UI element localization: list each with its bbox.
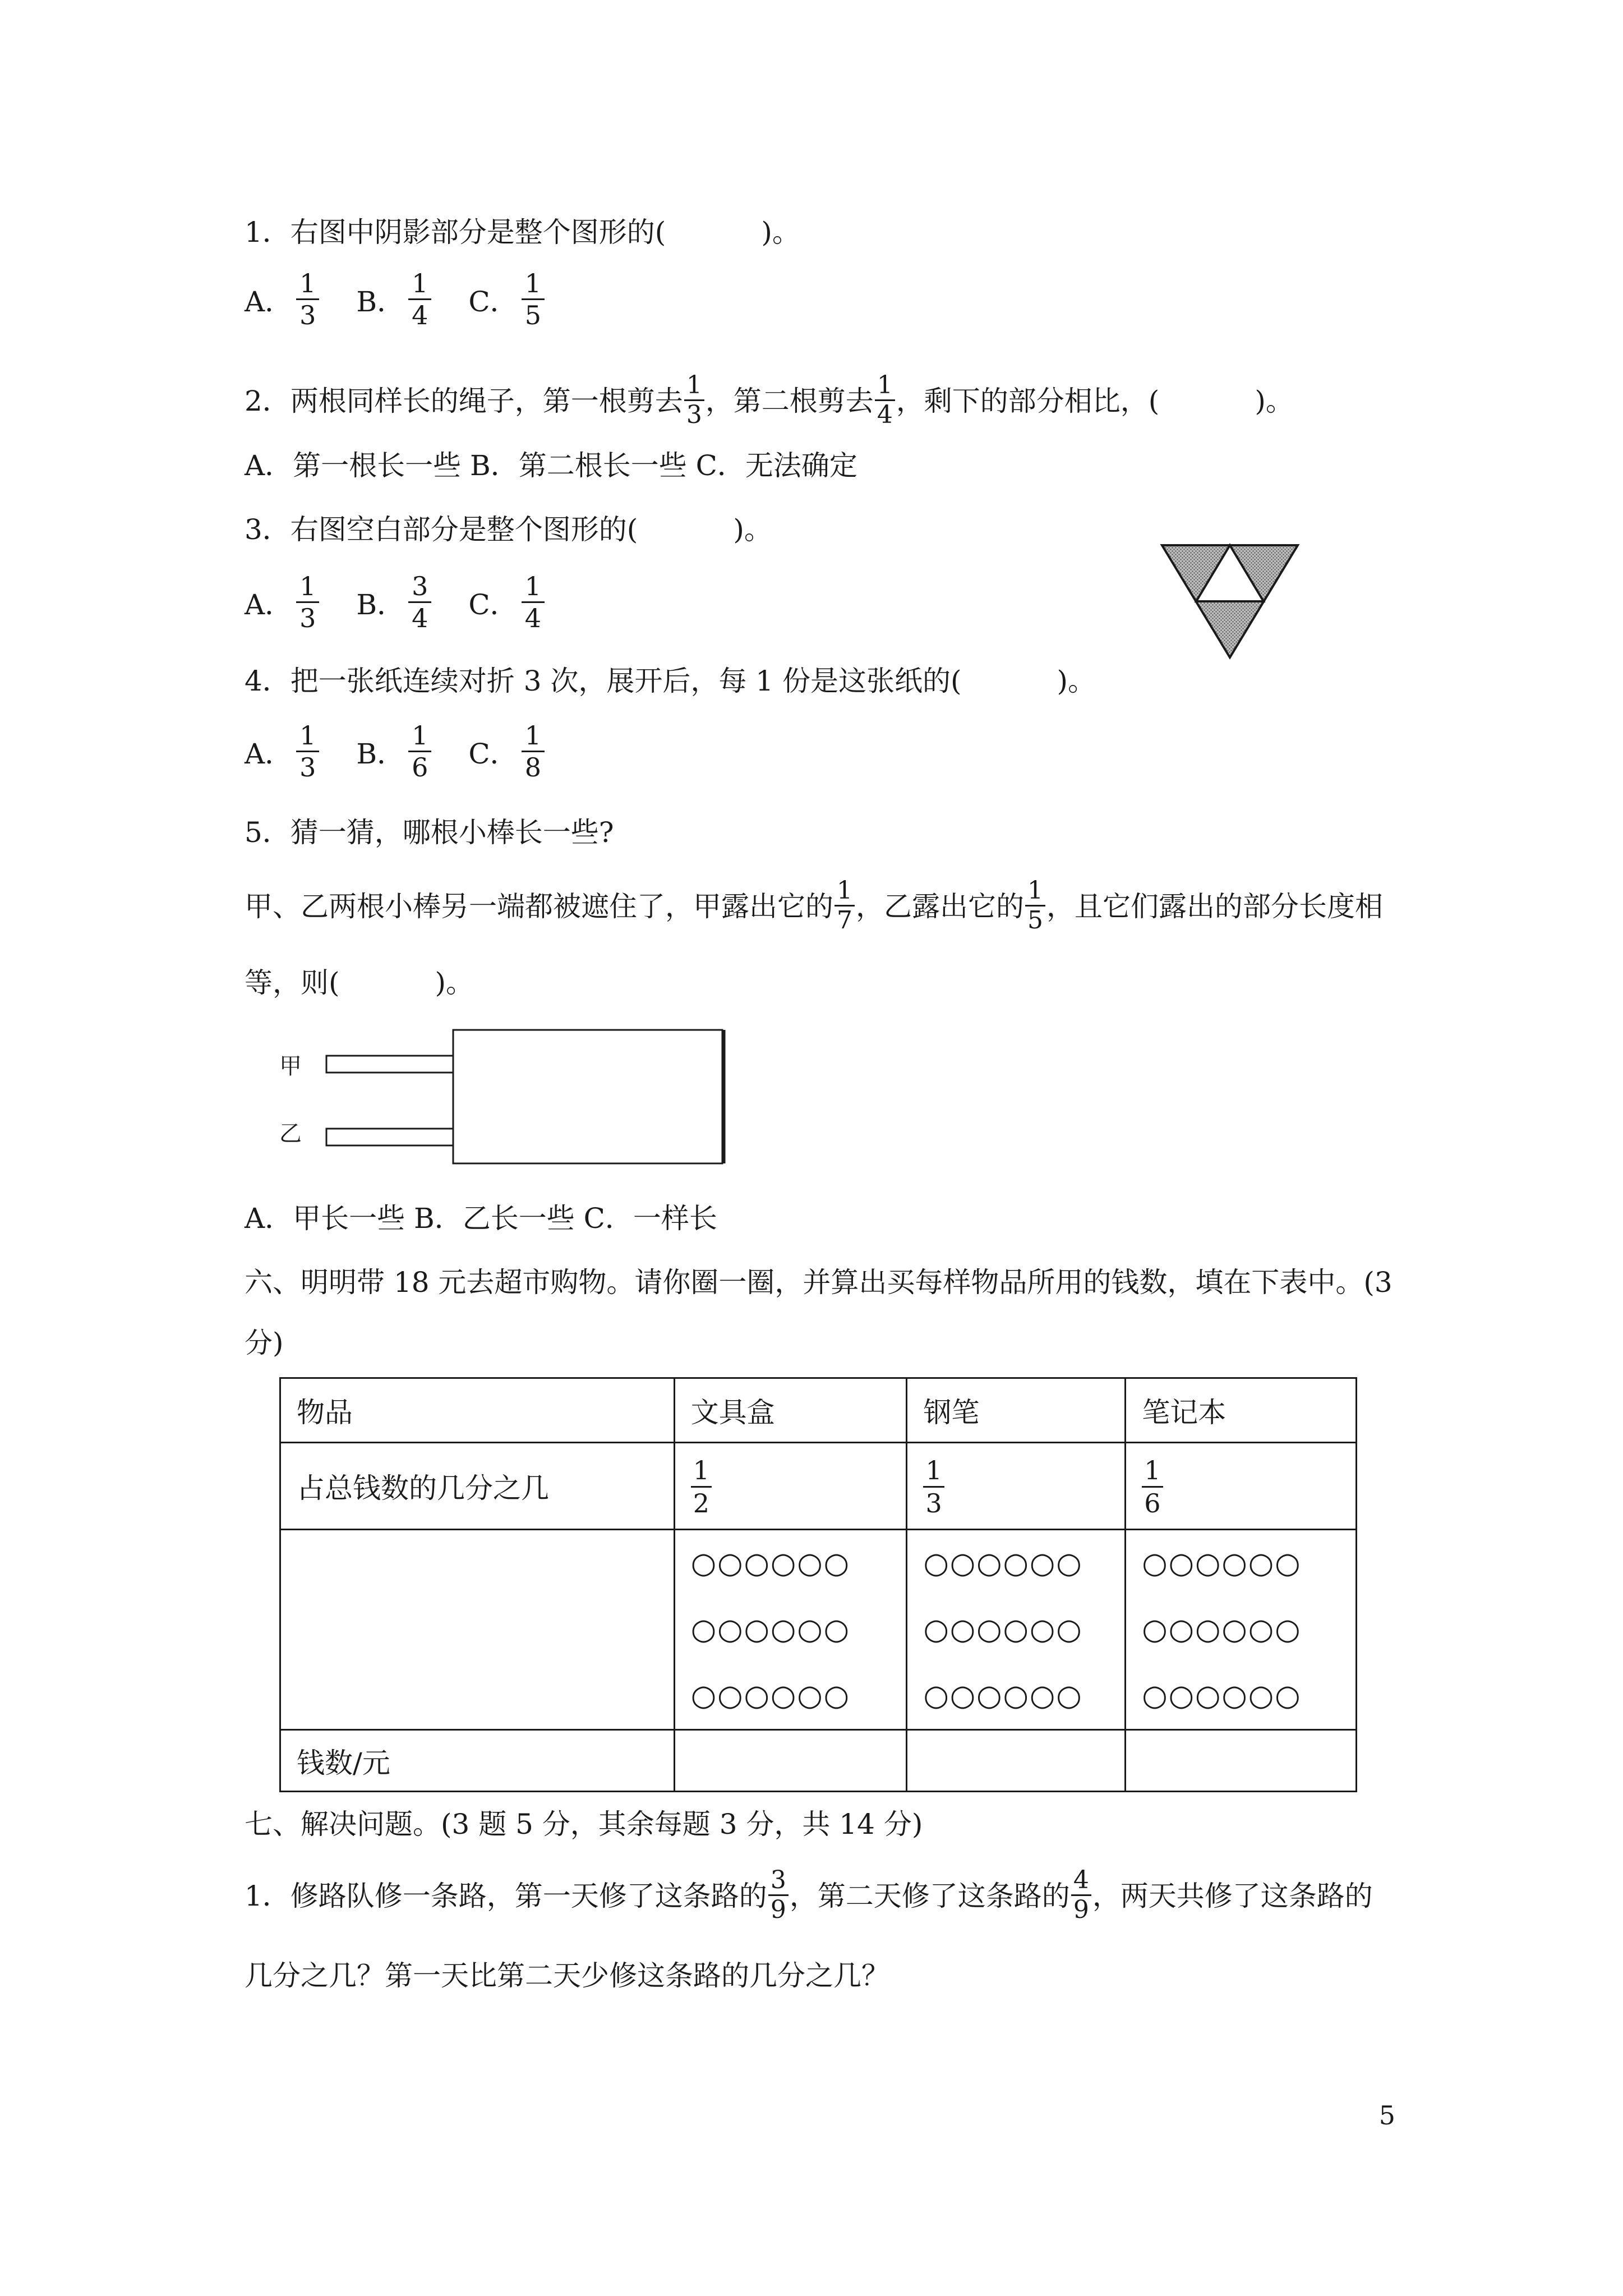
- fraction: [1025, 877, 1045, 935]
- triangle-figure: [1160, 542, 1300, 660]
- section-7-title: 七、解决问题。(3 题 5 分，其余每题 3 分，共 14 分): [245, 1808, 923, 1841]
- denominator: 4: [408, 298, 431, 330]
- money-input-cell[interactable]: [907, 1730, 1126, 1792]
- fraction: [408, 571, 431, 633]
- cover-box: [453, 1030, 722, 1163]
- numerator: 1: [524, 268, 541, 298]
- fraction: [684, 371, 704, 429]
- question-1-stem: [245, 215, 800, 249]
- numerator: 4: [1073, 1865, 1089, 1894]
- stick-jia: [326, 1056, 453, 1073]
- numerator: 1: [1144, 1455, 1161, 1485]
- question-5-text: ，且它们露出的部分长度相: [1046, 890, 1383, 923]
- fraction: [1071, 1866, 1091, 1924]
- circle-row[interactable]: ○○○○○○: [690, 1613, 850, 1646]
- fraction: [408, 720, 431, 783]
- denominator: 9: [1071, 1894, 1091, 1924]
- row-label: 钱数/元: [280, 1730, 675, 1792]
- question-5-options[interactable]: A．甲长一些 B．乙长一些 C．一样长: [245, 1202, 717, 1235]
- shopping-table: [279, 1377, 1357, 1792]
- question-5-close: )。: [435, 967, 474, 999]
- option-b[interactable]: [356, 571, 435, 633]
- question-4-stem: [245, 664, 1096, 698]
- question-3-close: )。: [733, 513, 772, 546]
- question-4-text: 4．把一张纸连续对折 3 次，展开后，每 1 份是这张纸的(: [245, 665, 962, 697]
- table-row-circles: [280, 1530, 1357, 1730]
- option-c[interactable]: [468, 720, 548, 783]
- table-row-money: [280, 1730, 1357, 1792]
- fraction: [1142, 1455, 1163, 1519]
- fraction: [522, 720, 545, 783]
- question-5-line2: [245, 966, 474, 1000]
- numerator: 1: [299, 571, 316, 601]
- section-7-q1-text: 1．修路队修一条路，第一天修了这条路的: [245, 1880, 767, 1912]
- header-cell: 物品: [280, 1378, 675, 1443]
- option-label: C．: [468, 285, 518, 318]
- circle-row[interactable]: ○○○○○○: [923, 1547, 1083, 1580]
- header-cell: 笔记本: [1126, 1378, 1357, 1443]
- denominator: 7: [834, 905, 855, 935]
- numerator: 1: [412, 268, 428, 298]
- fraction-cell: [674, 1443, 907, 1530]
- denominator: 3: [296, 601, 319, 633]
- section-7-q1-text: ，第二天修了这条路的: [789, 1880, 1070, 1912]
- section-6-line1: 六、明明带 18 元去超市购物。请你圈一圈，并算出买每样物品所用的钱数，填在下表中。(3: [245, 1266, 1393, 1299]
- option-b[interactable]: [356, 720, 435, 783]
- question-1-text: 1．右图中阴影部分是整个图形的(: [245, 216, 666, 249]
- option-label: A．: [245, 737, 293, 770]
- section-6-line2: 分): [245, 1327, 284, 1359]
- section-7-q1: [245, 1862, 1373, 1930]
- numerator: 1: [1027, 876, 1043, 905]
- option-c[interactable]: [468, 571, 548, 633]
- fraction-cell: [907, 1443, 1126, 1530]
- question-2-stem: [245, 367, 1294, 435]
- option-label: B．: [356, 588, 405, 621]
- option-label: C．: [468, 588, 518, 621]
- circles-cell[interactable]: [674, 1530, 907, 1730]
- denominator: 6: [1142, 1486, 1163, 1519]
- option-label: A．: [245, 588, 293, 621]
- denominator: 5: [522, 298, 545, 330]
- denominator: 9: [768, 1894, 789, 1924]
- option-c[interactable]: [468, 268, 548, 330]
- question-2-text: 2．两根同样长的绳子，第一根剪去: [245, 385, 683, 417]
- circle-row[interactable]: ○○○○○○: [1142, 1679, 1302, 1713]
- option-a[interactable]: [245, 571, 322, 633]
- fraction: [296, 571, 319, 633]
- circle-row[interactable]: ○○○○○○: [923, 1613, 1083, 1646]
- question-4-options: [245, 720, 582, 783]
- table-header-row: [280, 1378, 1357, 1443]
- denominator: 4: [408, 601, 431, 633]
- question-3-options: [245, 571, 582, 633]
- question-4-close: )。: [1057, 665, 1096, 697]
- header-cell: 文具盒: [674, 1378, 907, 1443]
- question-5-stem: [245, 873, 1383, 940]
- numerator: 1: [524, 571, 541, 601]
- row-label: 占总钱数的几分之几: [280, 1443, 675, 1530]
- denominator: 3: [923, 1486, 944, 1519]
- money-input-cell[interactable]: [674, 1730, 907, 1792]
- question-5-title: 5．猜一猜，哪根小棒长一些?: [245, 816, 614, 849]
- denominator: 2: [691, 1486, 712, 1519]
- money-input-cell[interactable]: [1126, 1730, 1357, 1792]
- circle-row[interactable]: ○○○○○○: [923, 1679, 1083, 1713]
- denominator: 3: [296, 751, 319, 783]
- question-5-text: 等，则(: [245, 967, 340, 999]
- option-a[interactable]: [245, 720, 322, 783]
- circles-cell[interactable]: [907, 1530, 1126, 1730]
- question-2-options[interactable]: A．第一根长一些 B．第二根长一些 C．无法确定: [245, 449, 857, 482]
- fraction: [923, 1455, 944, 1519]
- fraction: [834, 877, 855, 935]
- numerator: 1: [837, 876, 852, 905]
- numerator: 1: [524, 720, 541, 751]
- numerator: 1: [925, 1455, 942, 1485]
- denominator: 3: [296, 298, 319, 330]
- question-3-text: 3．右图空白部分是整个图形的(: [245, 513, 638, 546]
- question-5-text: ，乙露出它的: [856, 890, 1024, 923]
- circles-cell[interactable]: [1126, 1530, 1357, 1730]
- option-b[interactable]: [356, 268, 435, 330]
- numerator: 3: [412, 571, 428, 601]
- circle-row[interactable]: ○○○○○○: [690, 1679, 850, 1713]
- question-2-text: ，第二根剪去: [705, 385, 874, 417]
- question-1-close: )。: [761, 216, 800, 249]
- numerator: 1: [299, 720, 316, 751]
- fraction: [296, 720, 319, 783]
- circle-row[interactable]: ○○○○○○: [690, 1547, 850, 1580]
- section-7-q1-text: ，两天共修了这条路的: [1092, 1880, 1373, 1912]
- denominator: 5: [1025, 905, 1045, 935]
- label-yi: 乙: [279, 1121, 302, 1147]
- numerator: 3: [770, 1865, 786, 1894]
- question-5-text: 甲、乙两根小棒另一端都被遮住了，甲露出它的: [245, 890, 833, 923]
- fraction: [875, 371, 895, 429]
- question-2-text: ，剩下的部分相比，(: [896, 385, 1160, 417]
- sticks-figure: [275, 1022, 751, 1174]
- numerator: 1: [299, 268, 316, 298]
- table-row-fraction: [280, 1443, 1357, 1530]
- question-2-close: )。: [1255, 385, 1294, 417]
- header-cell: 钢笔: [907, 1378, 1126, 1443]
- option-label: A．: [245, 285, 293, 318]
- denominator: 6: [408, 751, 431, 783]
- circle-row[interactable]: ○○○○○○: [1142, 1613, 1302, 1646]
- numerator: 1: [877, 370, 893, 399]
- fraction: [408, 268, 431, 330]
- denominator: 4: [522, 601, 545, 633]
- stick-yi: [326, 1129, 453, 1145]
- denominator: 8: [522, 751, 545, 783]
- option-a[interactable]: [245, 268, 322, 330]
- row-label-empty: [280, 1530, 675, 1730]
- fraction-cell: [1126, 1443, 1357, 1530]
- numerator: 1: [412, 720, 428, 751]
- question-1-options: [245, 268, 582, 330]
- option-label: B．: [356, 737, 405, 770]
- fraction: [522, 571, 545, 633]
- fraction: [691, 1455, 712, 1519]
- question-3-stem: [245, 513, 772, 546]
- numerator: 1: [693, 1455, 709, 1485]
- page-number: 5: [1378, 2100, 1395, 2131]
- section-7-q1-line2: 几分之几？第一天比第二天少修这条路的几分之几？: [245, 1959, 889, 1992]
- option-label: B．: [356, 285, 405, 318]
- option-label: C．: [468, 737, 518, 770]
- circle-row[interactable]: ○○○○○○: [1142, 1547, 1302, 1580]
- fraction: [296, 268, 319, 330]
- label-jia: 甲: [279, 1053, 302, 1079]
- denominator: 4: [875, 399, 895, 429]
- fraction: [768, 1866, 789, 1924]
- numerator: 1: [686, 370, 702, 399]
- denominator: 3: [684, 399, 704, 429]
- fraction: [522, 268, 545, 330]
